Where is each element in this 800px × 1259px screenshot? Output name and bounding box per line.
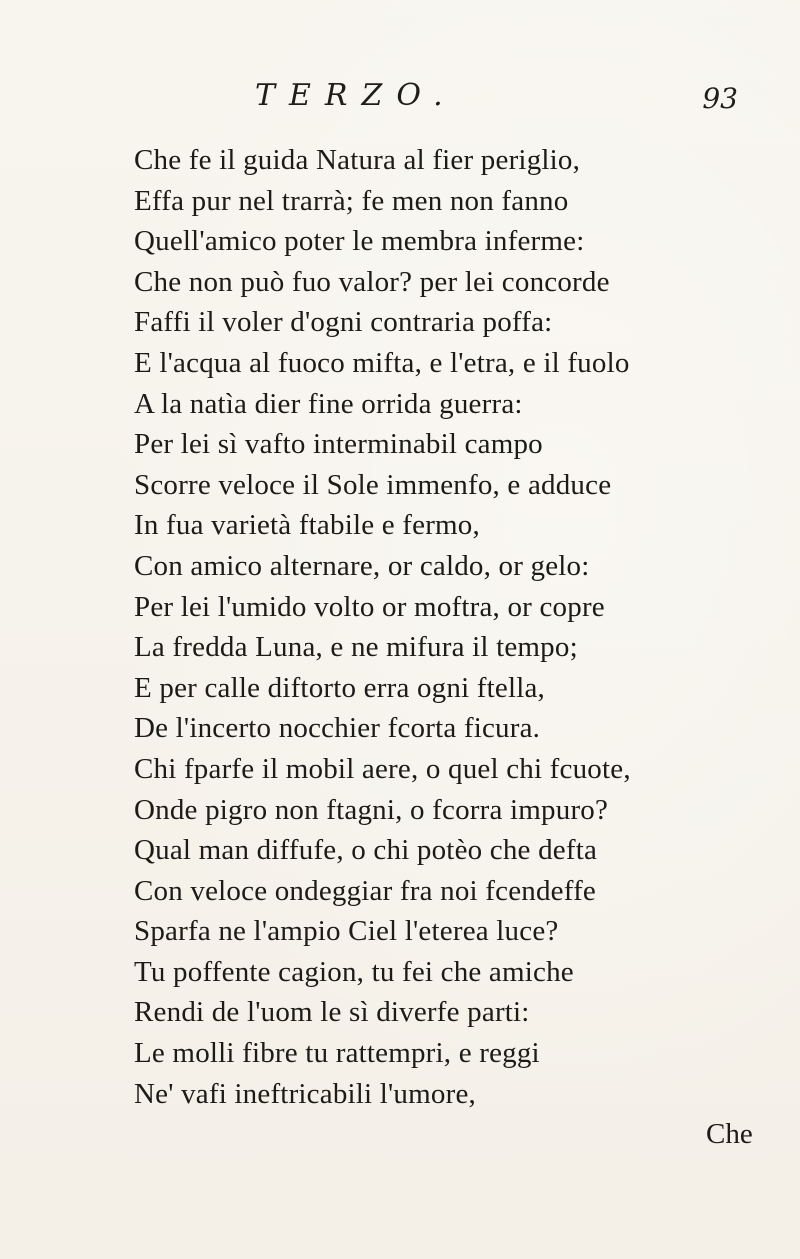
verse-line: Per lei sì vafto interminabil campo: [134, 428, 543, 461]
verse-line: Qual man diffufe, o chi potèo che defta: [134, 834, 598, 867]
verse-line: La fredda Luna, e ne mifura il tempo;: [134, 631, 578, 664]
verse-line: In fua varietà ftabile e fermo,: [134, 509, 480, 542]
verse-line: Quell'amico poter le membra inferme:: [134, 225, 585, 258]
verse-text: [134, 140, 774, 1114]
verse-line: Tu poffente cagion, tu fei che amiche: [134, 955, 574, 988]
verse-line: Chi fparfe il mobil aere, o quel chi fcuote,: [134, 752, 631, 785]
running-title: TERZO.: [255, 78, 457, 113]
verse-line: Scorre veloce il Sole immenfo, e adduce: [134, 468, 612, 501]
verse-line: De l'incerto nocchier fcorta ficura.: [134, 712, 541, 745]
verse-line: Ne' vafi ineftricabili l'umore,: [134, 1077, 476, 1110]
verse-line: E per calle diftorto erra ogni ftella,: [134, 671, 545, 704]
verse-line: Effa pur nel trarrà; fe men non fanno: [134, 184, 569, 217]
page-number: 93: [702, 82, 738, 115]
verse-line: Per lei l'umido volto or moftra, or copre: [134, 590, 605, 623]
verse-line: Con amico alternare, or caldo, or gelo:: [134, 549, 590, 582]
verse-line: Onde pigro non ftagni, o fcorra impuro?: [134, 793, 609, 826]
verse-line: Le molli fibre tu rattempri, e reggi: [134, 1037, 540, 1070]
verse-line: Sparfa ne l'ampio Ciel l'eterea luce?: [134, 915, 559, 948]
verse-line: Che fe il guida Natura al fier periglio,: [134, 144, 581, 176]
verse-line: E l'acqua al fuoco mifta, e l'etra, e il fuolo: [134, 346, 630, 379]
verse-line: Rendi de l'uom le sì diverfe parti:: [134, 996, 530, 1029]
verse-line: A la natìa dier fine orrida guerra:: [134, 387, 523, 420]
catchword: Che: [706, 1118, 753, 1150]
verse-line: Che non può fuo valor? per lei concorde: [134, 265, 610, 298]
verse-line: Faffi il voler d'ogni contraria poffa:: [134, 306, 553, 339]
verse-line: Con veloce ondeggiar fra noi fcendeffe: [134, 874, 596, 907]
